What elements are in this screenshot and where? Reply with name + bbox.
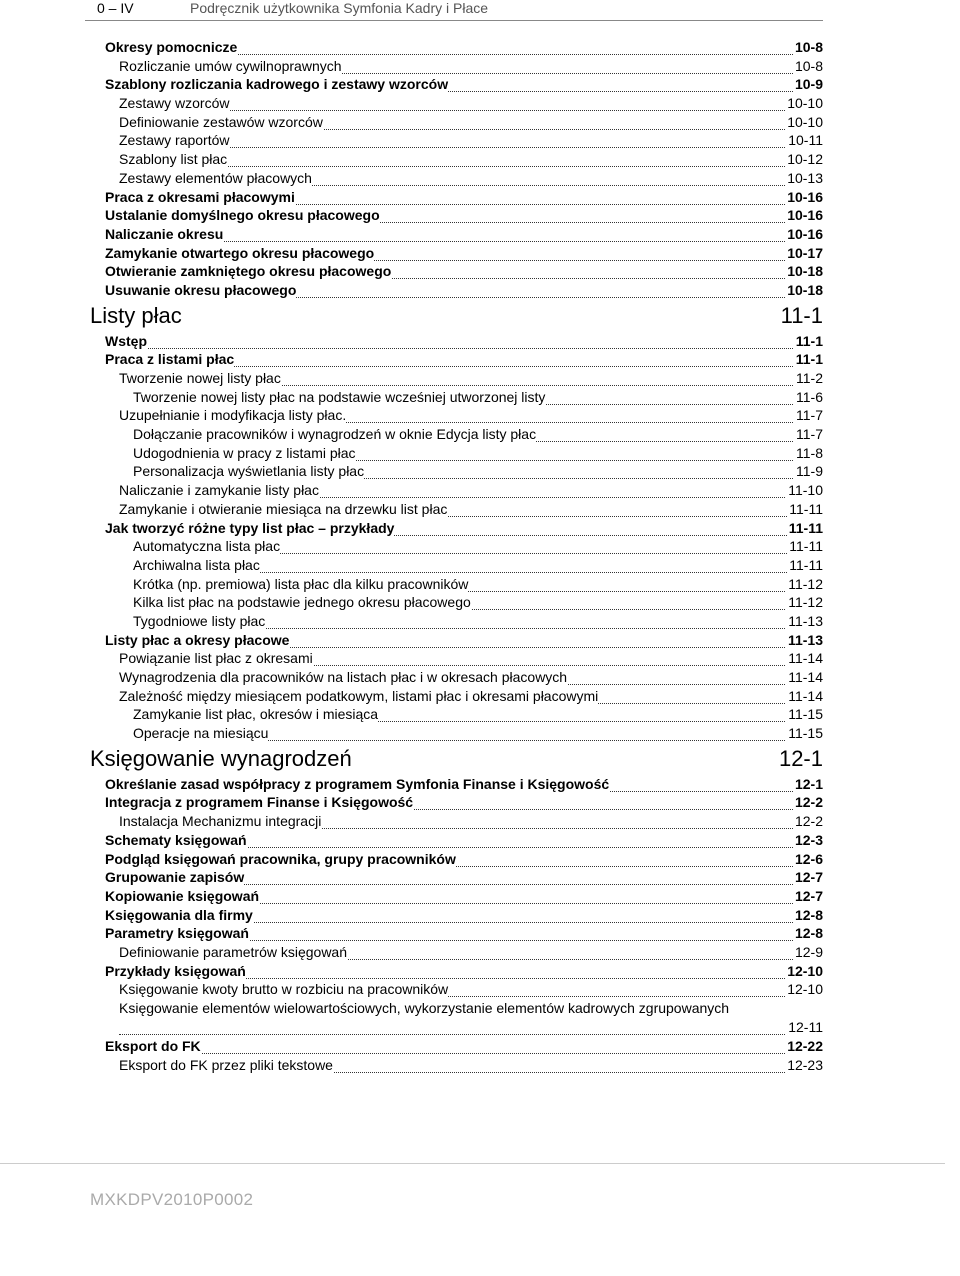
toc-entry[interactable] [0,668,960,687]
entry-title: Jak tworzyć różne typy list płac – przykłady [105,519,395,536]
entry-page: 11-9 [796,463,823,480]
entry-title: Rozliczanie umów cywilnoprawnych [119,57,342,74]
entry-title: Tygodniowe listy płac [133,612,266,629]
entry-page: 11-14 [788,650,823,667]
entry-page: 11-8 [796,444,823,461]
entry-title: Tworzenie nowej listy płac [119,370,281,386]
entry-page: 10-9 [794,76,823,93]
toc-entry[interactable] [0,406,960,425]
toc-entry[interactable] [0,500,960,519]
entry-page: 12-1 [794,775,823,792]
entry-page: 10-8 [794,57,823,74]
entry-title: Uzupełnianie i modyfikacja listy płac. [119,407,347,424]
toc-entry[interactable] [0,906,960,925]
entry-title: Powiązanie list płac z okresami [119,650,313,667]
entry-title: Krótka (np. premiowa) lista płac dla kilku pracowników [133,575,469,592]
entry-page: 12-7 [794,887,823,904]
toc-entry[interactable] [0,868,960,887]
toc-entry[interactable] [0,575,960,594]
toc-entry[interactable] [0,388,960,407]
entry-title: Grupowanie zapisów [105,869,245,886]
toc-entry[interactable] [0,775,960,794]
chapter-title: Księgowanie wynagrodzeń [90,745,352,771]
toc-entry[interactable] [0,113,960,132]
toc-entry[interactable] [0,94,960,113]
toc-entry[interactable] [0,206,960,225]
entry-title: Zależność między miesiącem podatkowym, listami płac i okresami płacowymi [119,687,599,704]
entry-title: Zestawy elementów płacowych [119,169,312,186]
entry-page: 12-9 [794,943,823,960]
entry-page: 12-7 [794,869,823,886]
toc-chapter[interactable] [0,302,960,332]
header-divider [85,20,823,21]
footer-divider [0,1163,945,1164]
entry-page: 11-12 [788,594,823,611]
entry-title: Automatyczna lista płac [133,538,281,555]
toc-entry[interactable] [0,812,960,831]
entry-page: 11-7 [796,426,823,443]
entry-title: Kilka list płac na podstawie jednego okresu płacowego [133,594,471,611]
entry-page: 11-6 [796,388,823,405]
toc-entry[interactable] [0,369,960,388]
toc-entry[interactable] [0,244,960,263]
entry-title: Księgowanie kwoty brutto w rozbiciu na pracowników [119,981,449,998]
dot-leader [119,1032,823,1035]
chapter-title: Listy płac [90,302,182,328]
entry-page: 10-11 [788,132,823,149]
toc-entry[interactable] [0,705,960,724]
entry-title: Szablony list płac [119,151,228,168]
toc-entry[interactable] [0,649,960,668]
entry-title: Eksport do FK [105,1038,201,1054]
toc-entry[interactable] [0,188,960,207]
toc-entry[interactable] [0,999,960,1037]
toc-entry[interactable] [0,1056,960,1075]
entry-page: 10-16 [787,188,823,205]
toc-entry[interactable] [0,38,960,57]
page-header [0,0,960,26]
entry-title: Zestawy wzorców [119,95,230,112]
entry-page: 12-2 [794,813,823,830]
toc-entry[interactable] [0,831,960,850]
toc-entry[interactable] [0,350,960,369]
entry-title: Tworzenie nowej listy płac na podstawie wcześniej utworzonej listy [133,388,546,405]
entry-page: 12-3 [794,831,823,848]
toc-entry[interactable] [0,225,960,244]
entry-title: Personalizacja wyświetlania listy płac [133,463,365,480]
toc-entry[interactable] [0,631,960,650]
entry-page: 11-11 [788,519,823,536]
entry-page: 10-8 [794,39,823,55]
entry-page: 12-6 [794,850,823,867]
toc-chapter[interactable] [0,745,960,775]
entry-page: 11-1 [795,351,823,368]
toc-entry[interactable] [0,57,960,76]
entry-page: 10-10 [787,95,823,112]
entry-page: 11-10 [788,482,823,499]
toc-entry[interactable] [0,1037,960,1056]
entry-title: Otwieranie zamkniętego okresu płacowego [105,263,392,280]
entry-page: 11-2 [796,370,823,386]
toc-entry[interactable] [0,724,960,743]
entry-page: 12-22 [787,1038,823,1054]
entry-page: 11-13 [788,612,823,629]
entry-title: Naliczanie i zamykanie listy płac [119,482,319,499]
entry-title: Dołączanie pracowników i wynagrodzeń w oknie Edycja listy płac [133,426,537,443]
toc-entry[interactable] [0,75,960,94]
entry-title: Parametry księgowań [105,925,249,942]
entry-title: Praca z okresami płacowymi [105,188,295,205]
toc-entry[interactable] [0,850,960,869]
entry-page: 10-12 [787,151,823,168]
entry-title: Naliczanie okresu [105,225,224,242]
entry-title: Szablony rozliczania kadrowego i zestawy wzorców [105,76,449,93]
toc-entry[interactable] [0,887,960,906]
entry-page: 11-11 [789,500,823,517]
document-title: Podręcznik użytkownika Symfonia Kadry i Płace [190,0,489,16]
entry-title: Księgowania dla firmy [105,906,253,923]
entry-title: Eksport do FK przez pliki tekstowe [119,1056,333,1073]
entry-page: 10-10 [787,113,823,130]
entry-title: Integracja z programem Finanse i Księgowość [105,794,414,811]
entry-page: 11-14 [788,687,823,704]
entry-page: 12-2 [794,794,823,811]
entry-title: Archiwalna lista płac [133,556,260,573]
toc-entry[interactable] [0,462,960,481]
entry-title: Udogodnienia w pracy z listami płac [133,444,356,461]
toc-entry[interactable] [0,556,960,575]
toc-entry[interactable] [0,687,960,706]
entry-page: 10-18 [787,281,823,298]
entry-title: Definiowanie parametrów księgowań [119,943,348,960]
entry-page: 12-11 [788,1019,823,1035]
entry-title: Określanie zasad współpracy z programem Symfonia Finanse i Księgowość [105,775,610,792]
entry-title: Listy płac a okresy płacowe [105,631,290,648]
entry-page: 10-13 [787,169,823,186]
entry-title: Przykłady księgowań [105,962,246,979]
toc-entry[interactable] [0,425,960,444]
toc-entry[interactable] [0,444,960,463]
entry-page: 11-15 [788,706,823,723]
chapter-page: 12-1 [778,745,823,771]
entry-title: Księgowanie elementów wielowartościowych, wykorzystanie elementów kadrowych zgrupowanych [119,999,839,1018]
toc-entry[interactable] [0,924,960,943]
entry-title: Schematy księgowań [105,831,247,848]
entry-title: Usuwanie okresu płacowego [105,281,297,298]
entry-page: 11-7 [796,407,823,424]
entry-title: Zamykanie i otwieranie miesiąca na drzewku list płac [119,500,448,517]
toc-entry[interactable] [0,262,960,281]
entry-title: Kopiowanie księgowań [105,887,260,904]
entry-page: 10-16 [787,225,823,242]
entry-title: Okresy pomocnicze [105,39,238,55]
entry-title: Zamykanie otwartego okresu płacowego [105,244,375,261]
toc-entry[interactable] [0,131,960,150]
entry-title: Praca z listami płac [105,351,235,368]
entry-page: 11-1 [795,332,823,349]
entry-page: 12-10 [787,981,823,998]
dot-leader [105,346,823,349]
toc-entry[interactable] [0,980,960,999]
entry-page: 11-11 [789,556,823,573]
entry-page: 11-12 [788,575,823,592]
entry-title: Instalacja Mechanizmu integracji [119,813,322,830]
toc-entry[interactable] [0,593,960,612]
entry-page: 11-14 [788,669,823,685]
entry-page: 12-10 [787,962,823,979]
entry-page: 10-16 [787,207,823,224]
entry-title: Wynagrodzenia dla pracowników na listach płac i w okresach płacowych [119,669,568,685]
toc-entry[interactable] [0,150,960,169]
toc-entry[interactable] [0,537,960,556]
entry-title: Wstęp [105,332,147,349]
toc-entry[interactable] [0,612,960,631]
entry-title: Operacje na miesiącu [133,725,269,742]
toc-entry[interactable] [0,169,960,188]
toc-entry[interactable] [0,332,960,351]
toc-entry[interactable] [0,281,960,300]
entry-page: 10-17 [787,244,823,261]
page-number: 0 – IV [97,0,134,16]
toc-entry[interactable] [0,481,960,500]
toc-entry[interactable] [0,962,960,981]
document-code: MXKDPV2010P0002 [90,1190,254,1209]
entry-page: 12-23 [787,1056,823,1073]
entry-title: Definiowanie zestawów wzorców [119,113,323,130]
entry-title: Podgląd księgowań pracownika, grupy pracowników [105,850,456,867]
table-of-contents [0,38,960,1074]
entry-title: Ustalanie domyślnego okresu płacowego [105,207,380,224]
entry-page: 10-18 [787,263,823,280]
entry-title: Zestawy raportów [119,132,230,149]
entry-page: 11-15 [788,725,823,742]
entry-page: 12-8 [794,925,823,942]
chapter-page: 11-1 [780,302,823,328]
toc-entry[interactable] [0,943,960,962]
entry-page: 11-13 [787,631,823,648]
entry-page: 12-8 [794,906,823,923]
toc-entry[interactable] [0,519,960,538]
entry-title: Zamykanie list płac, okresów i miesiąca [133,706,379,723]
entry-page: 11-11 [789,538,823,555]
toc-entry[interactable] [0,793,960,812]
dot-leader [105,1051,823,1054]
